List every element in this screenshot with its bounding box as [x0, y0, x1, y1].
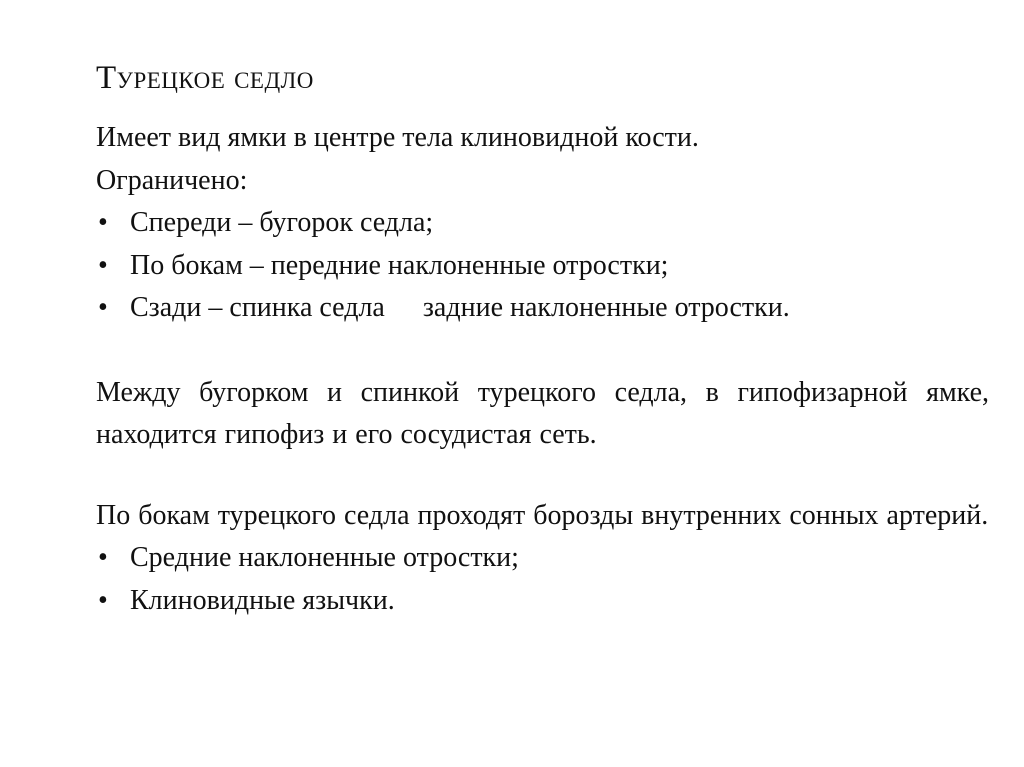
list-item-sphenoid-lingulae: • Клиновидные язычки.: [96, 580, 989, 623]
list-item-middle-processes: • Средние наклоненные отростки;: [96, 537, 989, 580]
extra-list: [96, 537, 989, 622]
bounded-label: Ограничено:: [96, 164, 248, 196]
back-boundary-part1: Сзади – спинка седла: [130, 292, 385, 323]
slide-body: [96, 117, 989, 622]
intro-text: Имеет вид ямки в центре тела клиновидной кости.: [96, 122, 699, 153]
slide-title: Турецкое седло: [96, 60, 314, 96]
list-item-back: [96, 287, 989, 330]
paragraph-hypophysis: Между бугорком и спинкой турецкого седла, в гипофизарной ямке, находится гипофиз и его сосудистая сеть.: [96, 376, 989, 450]
boundaries-list: [96, 202, 989, 330]
back-boundary-part2: задние наклоненные отростки.: [422, 292, 790, 323]
list-item-sides: • По бокам – передние наклоненные отростки;: [96, 245, 989, 288]
list-item-front: • Спереди – бугорок седла;: [96, 202, 989, 245]
paragraph-grooves: По бокам турецкого седла проходят борозды внутренних сонных артерий.: [96, 499, 989, 531]
